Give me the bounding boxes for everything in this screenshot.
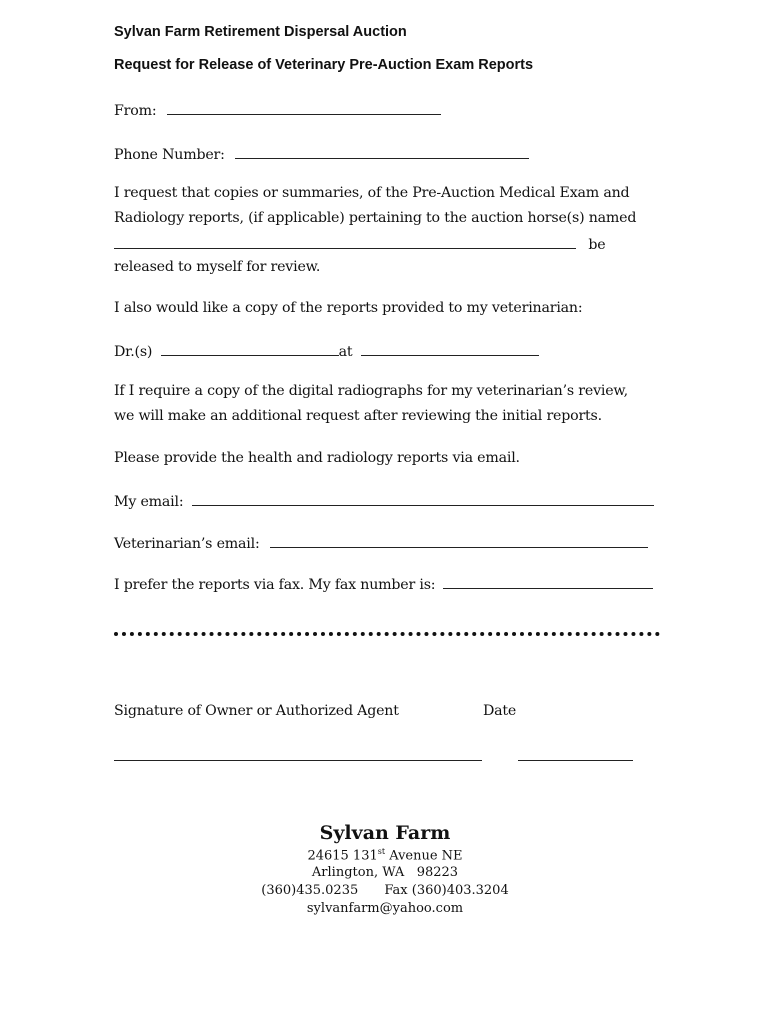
dr-label: Dr.(s) — [114, 344, 153, 360]
from-field[interactable] — [167, 100, 441, 115]
vet-email-label: Veterinarian’s email: — [114, 536, 260, 552]
document-title: Sylvan Farm Retirement Dispersal Auction — [114, 24, 407, 40]
signature-field[interactable] — [114, 746, 482, 761]
date-field[interactable] — [518, 746, 633, 761]
dr-row — [114, 341, 539, 360]
footer-fax: Fax (360)403.3204 — [384, 883, 509, 898]
vet-copy-text: I also would like a copy of the reports provided to my veterinarian: — [114, 300, 583, 316]
my-email-field[interactable] — [192, 491, 654, 506]
address-number: 24615 131 — [307, 848, 378, 864]
footer-contact — [0, 883, 770, 898]
vet-email-row — [114, 533, 648, 552]
from-label: From: — [114, 103, 157, 119]
phone-field[interactable] — [235, 144, 529, 159]
at-label: at — [338, 344, 353, 360]
horse-name-field[interactable] — [114, 234, 576, 249]
footer-city: Arlington, WA 98223 — [311, 865, 459, 880]
footer-company-name: Sylvan Farm — [319, 822, 451, 844]
email-request-text: Please provide the health and radiology reports via email. — [114, 450, 520, 466]
footer-email: sylvanfarm@yahoo.com — [306, 901, 464, 916]
dr-name-field[interactable] — [161, 341, 339, 356]
from-row — [114, 100, 441, 119]
phone-row — [114, 144, 529, 163]
digital-line-2: we will make an additional request after reviewing the initial reports. — [114, 408, 602, 424]
dr-location-field[interactable] — [361, 341, 539, 356]
fax-field[interactable] — [443, 574, 653, 589]
horse-name-row — [114, 234, 605, 253]
fax-label: I prefer the reports via fax. My fax number is: — [114, 577, 436, 593]
document-subtitle: Request for Release of Veterinary Pre-Auction Exam Reports — [114, 57, 534, 73]
address-street: Avenue NE — [385, 848, 463, 864]
vet-email-field[interactable] — [270, 533, 648, 548]
digital-line-1: If I require a copy of the digital radiographs for my veterinarian’s review, — [114, 383, 628, 399]
dotted-divider — [114, 632, 660, 636]
signature-label: Signature of Owner or Authorized Agent — [114, 703, 399, 719]
footer-phone: (360)435.0235 — [261, 883, 359, 898]
request-line-4: released to myself for review. — [114, 259, 321, 275]
fax-row — [114, 574, 653, 593]
my-email-row — [114, 491, 654, 510]
request-line-2: Radiology reports, (if applicable) pertaining to the auction horse(s) named — [114, 210, 637, 226]
address-suffix: st — [377, 847, 386, 856]
phone-label: Phone Number: — [114, 147, 225, 163]
footer-address — [0, 847, 770, 863]
request-be: be — [588, 237, 606, 253]
my-email-label: My email: — [114, 494, 184, 510]
date-label: Date — [483, 703, 517, 719]
request-line-1: I request that copies or summaries, of the Pre-Auction Medical Exam and — [114, 185, 630, 201]
